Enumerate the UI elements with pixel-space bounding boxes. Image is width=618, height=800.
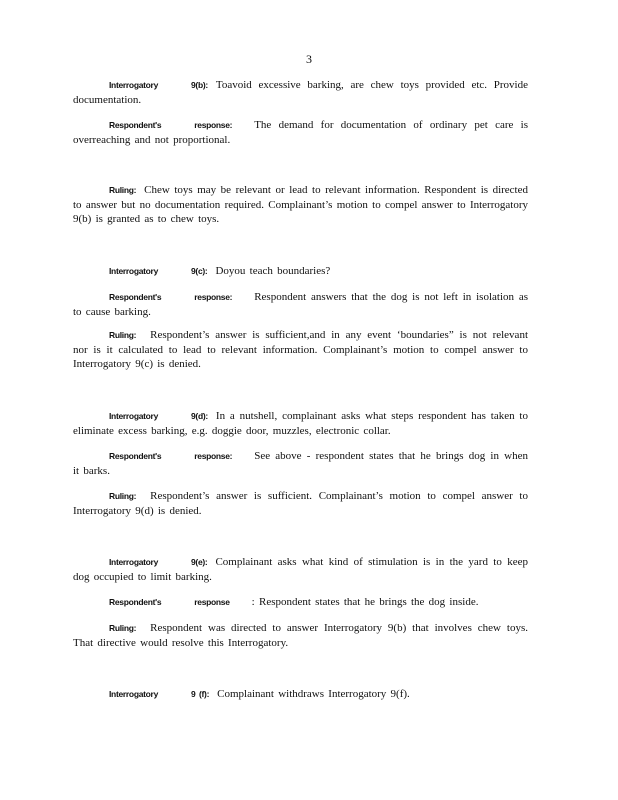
page-number: 3: [306, 52, 312, 66]
interrogatory-9f: [73, 687, 528, 702]
interrogatory-text: Complainant asks what kind of stimulation is in the yard to keep dog occupied to limit barking.: [73, 556, 528, 583]
interrogatory-number: 9(c):: [191, 266, 208, 276]
interrogatory-number: 9(d):: [191, 411, 208, 421]
interrogatory-label: Interrogatory: [109, 266, 158, 276]
interrogatory-label: Interrogatory: [109, 689, 158, 699]
ruling-9c: [73, 328, 528, 372]
interrogatory-label: Interrogatory: [109, 80, 158, 90]
respondents-label: Respondent's: [109, 451, 162, 461]
response-9e: [73, 595, 528, 610]
ruling-9d: [73, 489, 528, 518]
response-9d: [73, 449, 528, 478]
interrogatory-9e: [73, 555, 528, 584]
response-label: response:: [194, 292, 233, 302]
interrogatory-9c: [73, 264, 528, 279]
ruling-text: Respondent’s answer is sufficient,and in any event ‘boundaries” is not relevant nor is it calculated to lead to relevant information. Complainant’s motion to compel answer to Interrogatory 9(c) is denied.: [73, 329, 528, 370]
response-9b: [73, 118, 528, 147]
response-text: The demand for documentation of ordinary pet care is overreaching and not proportional.: [73, 119, 528, 146]
response-label: response: [194, 597, 230, 607]
interrogatory-text: In a nutshell, complainant asks what steps respondent has taken to eliminate excess barking, e.g. doggie door, muzzles, electronic collar.: [73, 410, 528, 437]
response-label: response:: [194, 120, 233, 130]
interrogatory-number: 9 (f):: [191, 689, 210, 699]
respondents-label: Respondent's: [109, 597, 162, 607]
ruling-label: Ruling:: [109, 623, 137, 633]
interrogatory-label: Interrogatory: [109, 557, 158, 567]
response-text: Respondent answers that the dog is not left in isolation as to cause barking.: [73, 291, 528, 318]
respondents-label: Respondent's: [109, 120, 162, 130]
ruling-9e: [73, 621, 528, 650]
ruling-text: Chew toys may be relevant or lead to relevant information. Respondent is directed to answer but no documentation required. Complainant’s motion to compel answer to Interrogatory 9(b) is granted as to chew toys.: [73, 184, 528, 225]
ruling-text: Respondent’s answer is sufficient. Complainant’s motion to compel answer to Interrogatory 9(d) is denied.: [73, 490, 528, 517]
ruling-label: Ruling:: [109, 330, 137, 340]
ruling-label: Ruling:: [109, 185, 137, 195]
response-label: response:: [194, 451, 233, 461]
response-9c: [73, 290, 528, 319]
interrogatory-9d: [73, 409, 528, 438]
interrogatory-text: Doyou teach boundaries?: [215, 265, 331, 277]
response-text: : Respondent states that he brings the dog inside.: [251, 596, 479, 608]
interrogatory-number: 9(e):: [191, 557, 208, 567]
interrogatory-number: 9(b):: [191, 80, 208, 90]
interrogatory-label: Interrogatory: [109, 411, 158, 421]
interrogatory-text: Complainant withdraws Interrogatory 9(f).: [217, 688, 410, 700]
ruling-label: Ruling:: [109, 491, 137, 501]
response-text: See above - respondent states that he brings dog in when it barks.: [73, 450, 528, 477]
respondents-label: Respondent's: [109, 292, 162, 302]
ruling-9b: [73, 183, 528, 227]
interrogatory-text: Toavoid excessive barking, are chew toys provided etc. Provide documentation.: [73, 79, 528, 106]
ruling-text: Respondent was directed to answer Interrogatory 9(b) that involves chew toys. That directive would resolve this Interrogatory.: [73, 622, 528, 649]
interrogatory-9b: [73, 78, 528, 107]
